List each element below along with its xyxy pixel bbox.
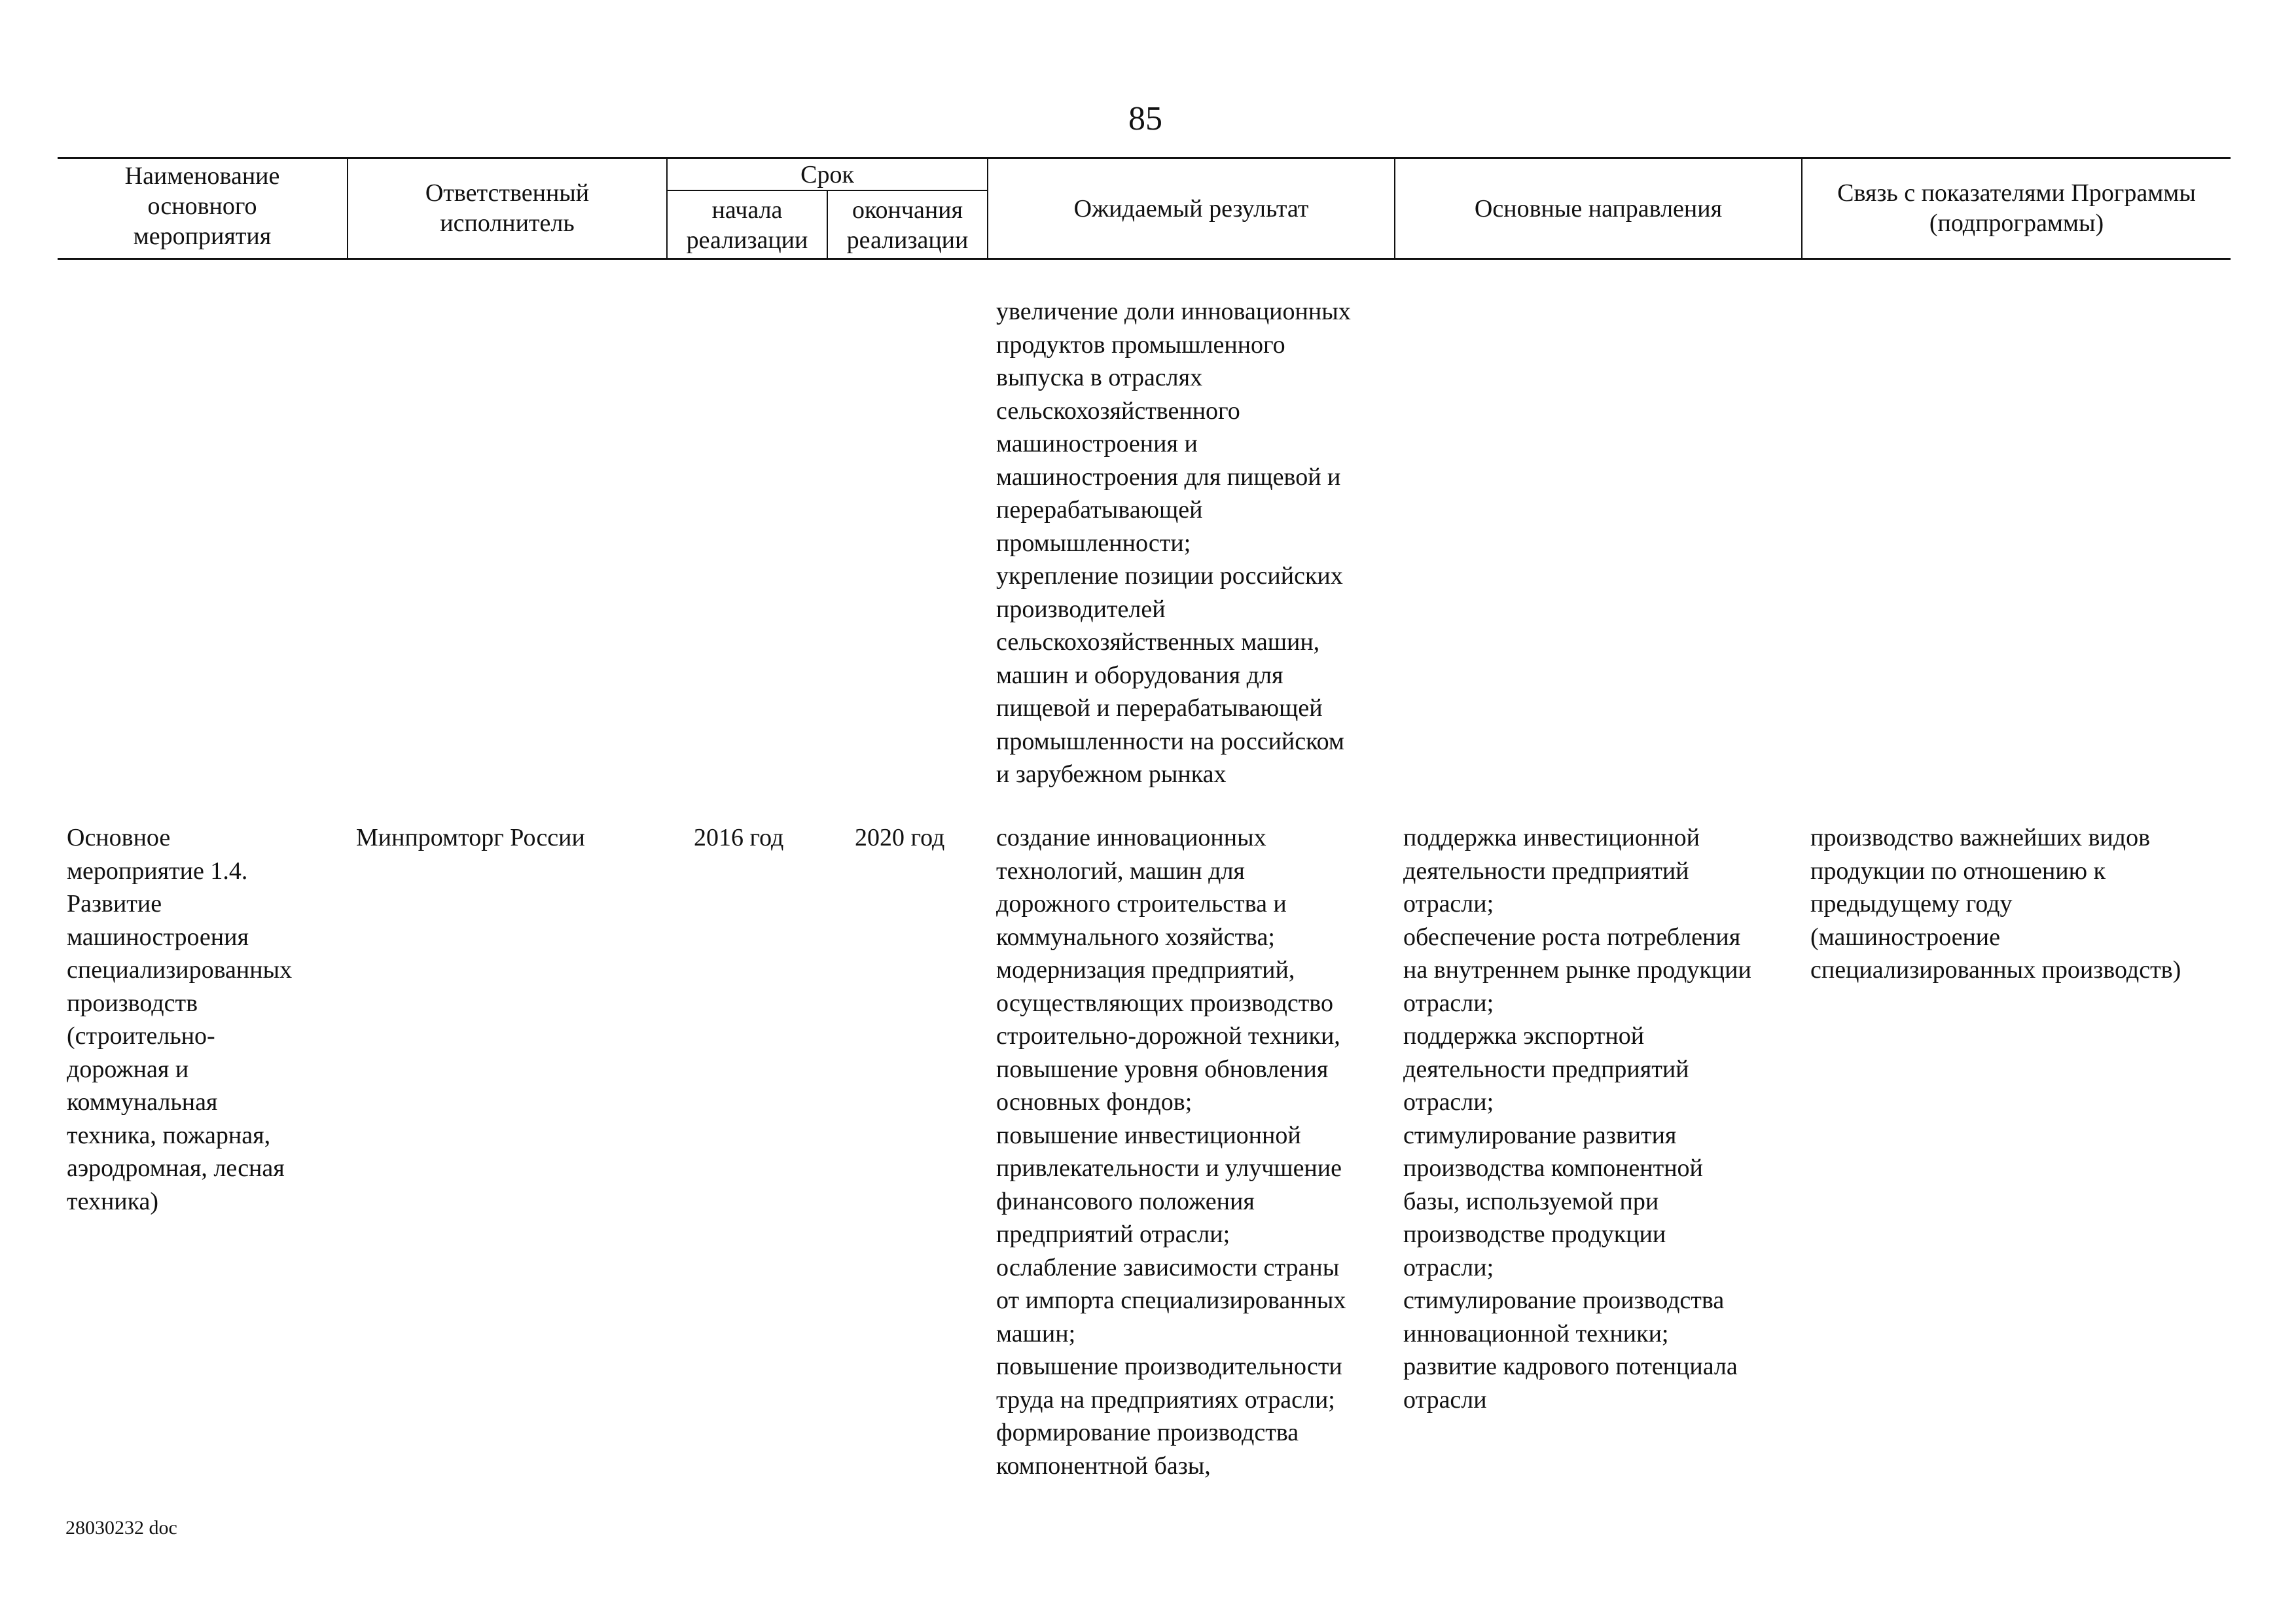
header-col-name: Наименование основного мероприятия <box>124 162 280 250</box>
text-line: на внутреннем рынке продукции <box>1403 956 1751 984</box>
text-line: осуществляющих производство <box>996 989 1333 1017</box>
text-line: Развитие <box>67 890 162 918</box>
text-line: производителей <box>996 595 1166 623</box>
row-end-year: 2020 год <box>855 824 945 851</box>
text-line: обеспечение роста потребления <box>1403 923 1741 951</box>
header-end: окончания реализации <box>846 196 969 254</box>
text-line: привлекательности и улучшение <box>996 1154 1342 1182</box>
text-line: деятельности предприятий <box>1403 857 1689 885</box>
text-line: деятельности предприятий <box>1403 1055 1689 1083</box>
row-executor: Минпромторг России <box>356 824 585 851</box>
text-line: дорожная и <box>67 1055 189 1083</box>
text-line: Основное <box>67 824 171 851</box>
text-line: от импорта специализированных <box>996 1287 1346 1314</box>
text-line: техника) <box>67 1187 159 1215</box>
text-line: финансового положения <box>996 1187 1255 1215</box>
text-line: отрасли <box>1403 1385 1487 1414</box>
text-line: производстве продукции <box>1403 1221 1666 1248</box>
header-link: Связь с показателями Программы (подпрограммы) <box>1837 179 2196 237</box>
text-line: повышение производительности <box>996 1353 1342 1380</box>
text-line: производство важнейших видов <box>1810 824 2151 851</box>
text-line: труда на предприятиях отрасли; <box>996 1385 1335 1414</box>
text-line: предприятий отрасли; <box>996 1221 1230 1248</box>
text-line: пищевой и перерабатывающей <box>996 694 1323 722</box>
text-line: продуктов промышленного <box>996 330 1285 359</box>
text-line: машин и оборудования для <box>996 661 1283 689</box>
text-line: стимулирование развития <box>1403 1121 1677 1149</box>
header-srok: Срок <box>800 161 854 188</box>
text-line: повышение уровня обновления <box>996 1055 1329 1083</box>
text-line: отрасли; <box>1403 1253 1494 1281</box>
text-line: специализированных производств) <box>1810 956 2181 984</box>
header-result: Ожидаемый результат <box>1073 195 1309 223</box>
row-link <box>1810 821 2181 987</box>
text-line: развитие кадрового потенциала <box>1403 1353 1738 1380</box>
header-col-executor: Ответственный исполнитель <box>425 179 590 237</box>
text-line: и зарубежном рынках <box>996 760 1227 788</box>
header-top-rule <box>58 157 2231 159</box>
text-line: специализированных <box>67 956 293 984</box>
text-line: производства компонентной <box>1403 1154 1703 1182</box>
text-line: коммунальная <box>67 1088 218 1116</box>
text-line: ослабление зависимости страны <box>996 1253 1340 1281</box>
text-line: основных фондов; <box>996 1088 1193 1116</box>
text-line: компонентной базы, <box>996 1452 1211 1480</box>
text-line: мероприятие 1.4. <box>67 857 248 885</box>
text-line: перерабатывающей <box>996 496 1203 524</box>
text-line: инновационной техники; <box>1403 1319 1669 1347</box>
document-code: 28030232 doc <box>65 1517 177 1539</box>
row-name <box>67 821 292 1218</box>
text-line: поддержка инвестиционной <box>1403 824 1700 851</box>
page-number: 85 <box>1128 100 1162 137</box>
text-line: производств <box>67 989 198 1017</box>
continuation-result <box>996 295 1351 791</box>
text-line: сельскохозяйственных машин, <box>996 628 1320 656</box>
text-line: строительно-дорожной техники, <box>996 1022 1340 1050</box>
row-start-year: 2016 год <box>694 824 784 851</box>
row-result <box>996 821 1346 1482</box>
text-line: промышленности на российском <box>996 727 1344 755</box>
text-line: машиностроения <box>67 923 249 951</box>
text-line: предыдущему году <box>1810 890 2013 918</box>
text-line: техника, пожарная, <box>67 1121 271 1149</box>
text-line: машиностроения и <box>996 430 1198 457</box>
text-line: отрасли; <box>1403 890 1494 918</box>
text-line: дорожного строительства и <box>996 890 1287 918</box>
text-line: базы, используемой при <box>1403 1187 1659 1215</box>
text-line: машиностроения для пищевой и <box>996 463 1341 491</box>
header-bottom-rule <box>58 258 2231 260</box>
text-line: выпуска в отраслях <box>996 364 1203 391</box>
text-line: продукции по отношению к <box>1810 857 2106 885</box>
text-line: формирование производства <box>996 1419 1299 1446</box>
text-line: увеличение доли инновационных <box>996 298 1351 325</box>
text-line: промышленности; <box>996 529 1191 557</box>
text-line: повышение инвестиционной <box>996 1121 1301 1149</box>
header-start: начала реализации <box>686 196 808 254</box>
text-line: машин; <box>996 1319 1076 1347</box>
text-line: технологий, машин для <box>996 857 1245 885</box>
text-line: (строительно- <box>67 1022 215 1050</box>
text-line: укрепление позиции российских <box>996 562 1343 590</box>
text-line: коммунального хозяйства; <box>996 923 1275 951</box>
text-line: стимулирование производства <box>1403 1287 1725 1314</box>
text-line: отрасли; <box>1403 1088 1494 1116</box>
text-line: (машиностроение <box>1810 923 2000 951</box>
text-line: сельскохозяйственного <box>996 397 1240 425</box>
text-line: поддержка экспортной <box>1403 1022 1645 1050</box>
header-directions: Основные направления <box>1474 195 1723 223</box>
text-line: модернизация предприятий, <box>996 956 1295 984</box>
text-line: создание инновационных <box>996 824 1266 851</box>
row-directions <box>1403 821 1751 1416</box>
text-line: аэродромная, лесная <box>67 1154 285 1182</box>
text-line: отрасли; <box>1403 989 1494 1017</box>
